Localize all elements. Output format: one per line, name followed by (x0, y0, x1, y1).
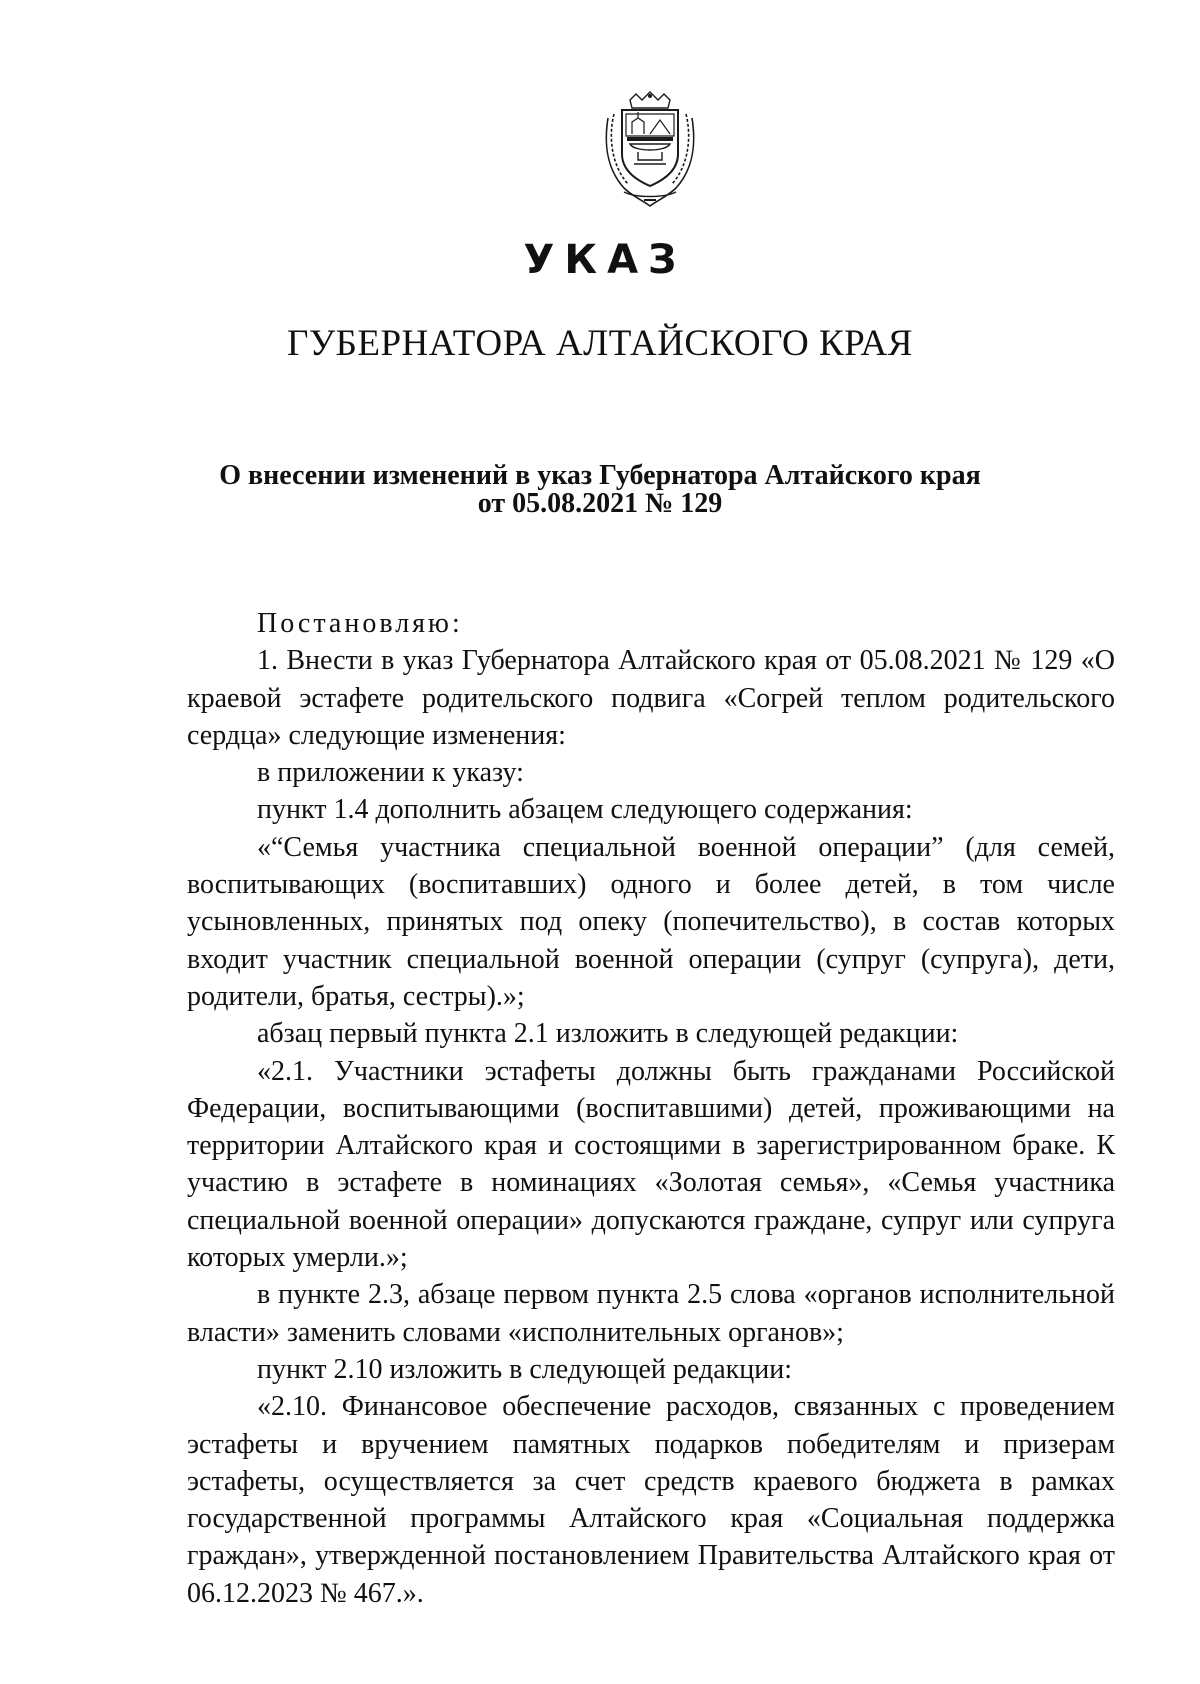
document-body (187, 605, 1115, 1612)
paragraph-7: в пункте 2.3, абзаце первом пункта 2.5 слова «органов исполнительной власти» заменить словами «исполнительных органов»; (187, 1279, 1115, 1348)
paragraph-6: «2.1. Участники эстафеты должны быть гражданами Российской Федерации, воспитывающими (воспитавшими) детей, проживающими на территории Алтайского края и состоящими в зарегистрированном браке. К участию в эстафете в номинациях «Золотая семья», «Семья участника специальной военной операции» допускаются граждане, супруг или супруга которых умерли.»; (187, 1055, 1115, 1274)
heading-line-1: О внесении изменений в указ Губернатора Алтайского края (219, 460, 981, 491)
paragraph-3: пункт 1.4 дополнить абзацем следующего содержания: (257, 794, 913, 826)
paragraph-9: «2.10. Финансовое обеспечение расходов, связанных с проведением эстафеты и вручением памятных подарков победителям и призерам эстафеты, осуществляется за счет средств краевого бюджета в рамках государственной программы Алтайского края «Социальная поддержка граждан», утвержденной постановлением Правительства Алтайского края от 06.12.2023 № 467.». (187, 1391, 1115, 1609)
paragraph-4: «“Семья участника специальной военной операции” (для семей, воспитывающих (воспитавших) одного и более детей, в том числе усыновленных, принятых под опеку (попечительство), в состав которых входит участник специальной военной операции (супруг (супруга), дети, родители, братья, сестры).»; (187, 831, 1115, 1012)
document-title: УКАЗ (523, 237, 687, 283)
paragraph-resolve: Постановляю: (257, 608, 463, 639)
document-subtitle: ГУБЕРНАТОРА АЛТАЙСКОГО КРАЯ (287, 323, 913, 364)
heading-line-2: от 05.08.2021 № 129 (477, 488, 723, 519)
altai-krai-coat-of-arms-icon (594, 88, 706, 210)
paragraph-8: пункт 2.10 изложить в следующей редакции: (257, 1353, 792, 1385)
paragraph-1: 1. Внести в указ Губернатора Алтайского края от 05.08.2021 № 129 «О краевой эстафете родительского подвига «Согрей теплом родительского сердца» следующие изменения: (187, 645, 1115, 751)
paragraph-5: абзац первый пункта 2.1 изложить в следующей редакции: (257, 1018, 959, 1050)
document-heading (0, 462, 1200, 518)
paragraph-2: в приложении к указу: (257, 757, 524, 789)
